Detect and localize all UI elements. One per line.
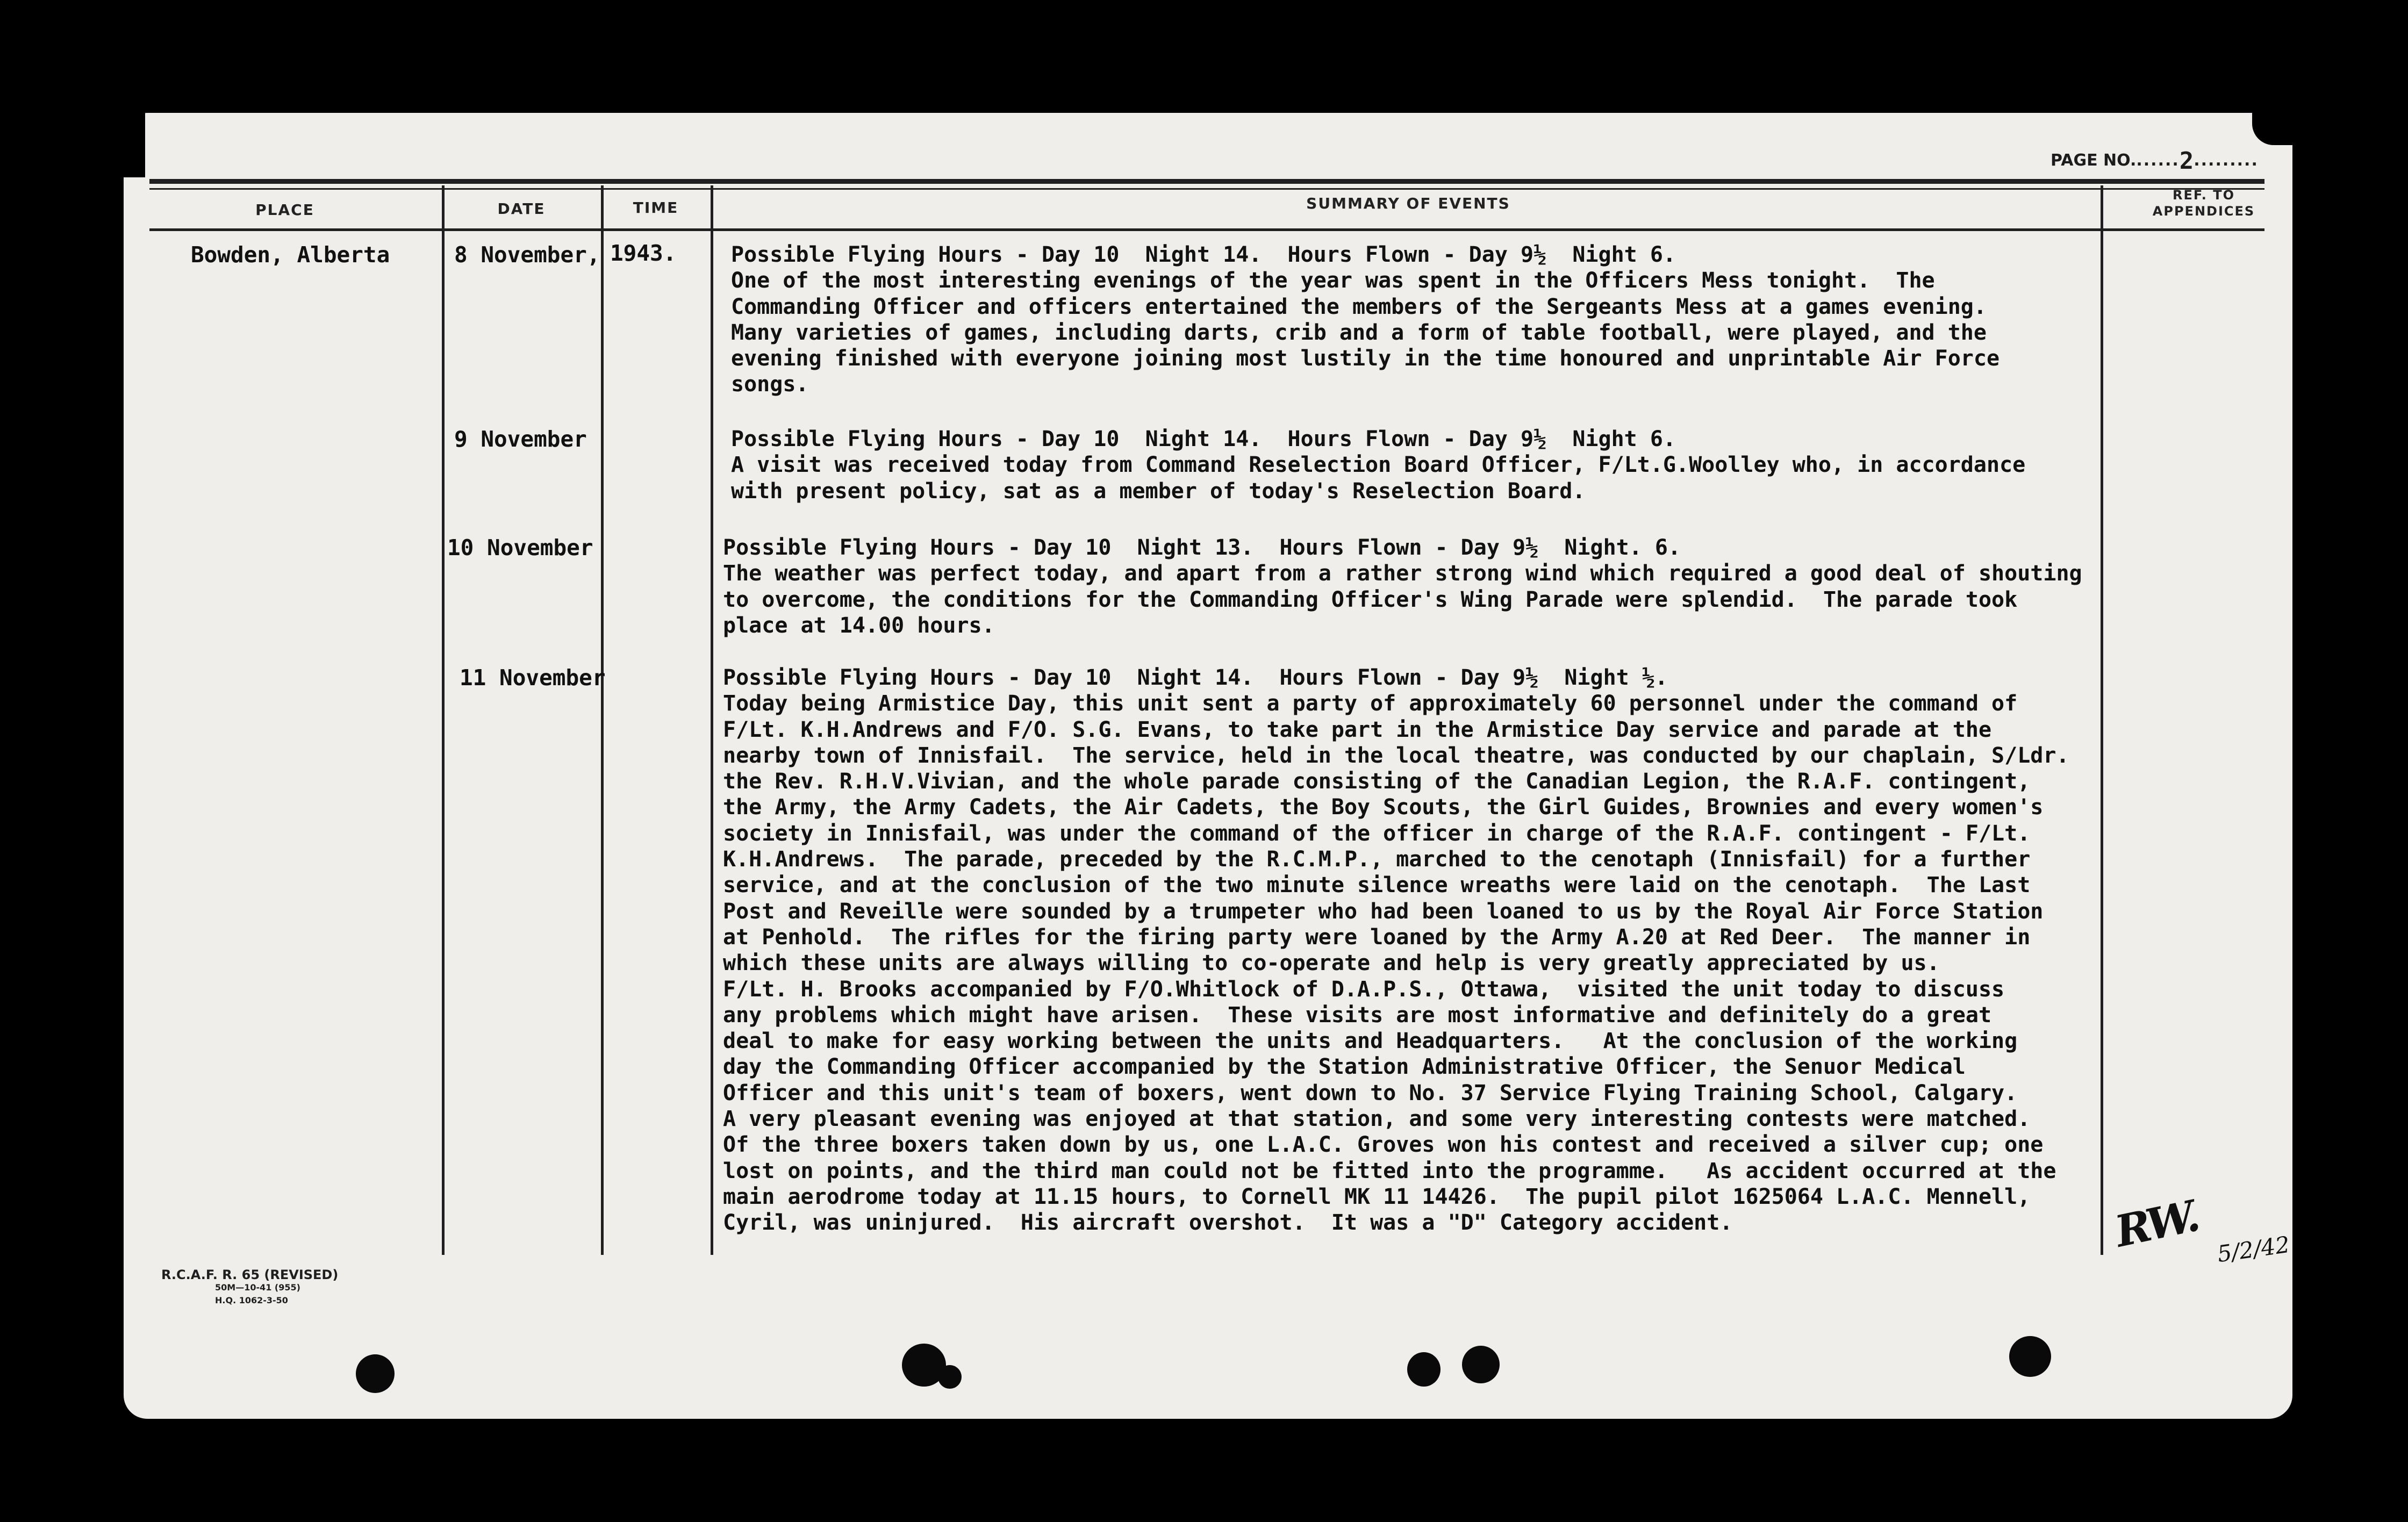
punch-hole — [1462, 1346, 1500, 1383]
summary-line: with present policy, sat as a member of today's Reselection Board. — [731, 478, 1586, 504]
summary-line: the Army, the Army Cadets, the Air Cadets, the Boy Scouts, the Girl Guides, Brownies and every women's — [723, 795, 2044, 820]
time-cell: 1943. — [610, 240, 677, 266]
header-top-rule-thick — [149, 179, 2264, 184]
summary-line: day the Commanding Officer accompanied by the Station Administrative Officer, the Senuor Medical — [723, 1054, 1966, 1080]
date-cell: 10 November — [447, 535, 593, 561]
divider-date-time — [601, 185, 604, 1255]
summary-line: F/Lt. H. Brooks accompanied by F/O.Whitlock of D.A.P.S., Ottawa, visited the unit today to discuss — [723, 977, 2005, 1002]
summary-line: A visit was received today from Command Reselection Board Officer, F/Lt.G.Woolley who, in accordance — [731, 453, 2026, 478]
summary-line: lost on points, and the third man could not be fitted into the programme. As accident occurred at the — [723, 1158, 2056, 1183]
column-header-place: PLACE — [255, 201, 314, 219]
date-cell: 8 November, — [454, 242, 600, 268]
page-number-label: PAGE NO. — [2051, 151, 2137, 170]
punch-hole — [2009, 1336, 2051, 1377]
header-bottom-rule — [149, 228, 2264, 231]
date-cell: 11 November — [460, 665, 606, 691]
summary-line: Possible Flying Hours - Day 10 Night 14. Hours Flown - Day 9½ Night 6. — [731, 242, 1676, 267]
summary-line: the Rev. R.H.V.Vivian, and the whole parade consisting of the Canadian Legion, the R.A.F. contingent, — [723, 769, 2031, 794]
summary-line: service, and at the conclusion of the two minute silence wreaths were laid on the cenotaph. The Last — [723, 873, 2031, 898]
summary-line: main aerodrome today at 11.15 hours, to Cornell MK 11 14426. The pupil pilot 1625064 L.A.C. Mennell, — [723, 1184, 2031, 1209]
punch-hole — [356, 1354, 395, 1393]
summary-line: Today being Armistice Day, this unit sent a party of approximately 60 personnel under the command of — [723, 691, 2018, 716]
summary-line: A very pleasant evening was enjoyed at that station, and some very interesting contests were matched. — [723, 1107, 2031, 1132]
header-top-rule-thin — [149, 188, 2264, 190]
summary-line: Possible Flying Hours - Day 10 Night 14. Hours Flown - Day 9½ Night 6. — [731, 427, 1676, 451]
summary-line: Possible Flying Hours - Day 10 Night 14. Hours Flown - Day 9½ Night ½. — [723, 665, 1668, 690]
divider-time-summary — [711, 185, 713, 1255]
summary-line: society in Innisfail, was under the command of the officer in charge of the R.A.F. contingent - F/Lt. — [723, 821, 2031, 846]
summary-line: deal to make for easy working between the units and Headquarters. At the conclusion of the working — [723, 1029, 2018, 1054]
place-cell: Bowden, Alberta — [191, 242, 390, 268]
form-number-line: 50M—10-41 (955) — [215, 1282, 300, 1293]
summary-line: F/Lt. K.H.Andrews and F/O. S.G. Evans, to take part in the Armistice Day service and parade at the — [723, 717, 1992, 742]
summary-line: Cyril, was uninjured. His aircraft overshot. It was a "D" Category accident. — [723, 1210, 1733, 1236]
punch-hole — [938, 1365, 962, 1389]
summary-line: to overcome, the conditions for the Commanding Officer's Wing Parade were splendid. The parade took — [723, 587, 2018, 612]
handwritten-date: 5/2/42 — [2216, 1231, 2291, 1268]
summary-line: evening finished with everyone joining most lustily in the time honoured and unprintable Air Force — [731, 346, 2000, 371]
date-cell: 9 November — [454, 426, 587, 452]
column-header-ref-line: REF. TO — [2173, 188, 2235, 203]
summary-line: Officer and this unit's team of boxers, went down to No. 37 Service Flying Training School, Calgary. — [723, 1080, 2018, 1105]
column-header-date: DATE — [497, 200, 546, 218]
summary-entry — [731, 242, 2126, 398]
summary-entry — [723, 665, 2118, 1236]
summary-line: place at 14.00 hours. — [723, 613, 995, 638]
summary-line: K.H.Andrews. The parade, preceded by the R.C.M.P., marched to the cenotaph (Innisfail) for a further — [723, 847, 2031, 872]
summary-line: at Penhold. The rifles for the firing party were loaned by the Army A.20 at Red Deer. The manner in — [723, 924, 2031, 950]
form-number-line: H.Q. 1062-3-50 — [215, 1295, 288, 1305]
summary-line: songs. — [731, 372, 809, 397]
summary-line: Possible Flying Hours - Day 10 Night 13. Hours Flown - Day 9½ Night. 6. — [723, 535, 1681, 560]
handwritten-initials: RW. — [2110, 1190, 2202, 1257]
column-header-time: TIME — [633, 199, 679, 217]
summary-line: which these units are always willing to co-operate and help is very greatly appreciated by us. — [723, 951, 1940, 976]
summary-line: One of the most interesting evenings of the year was spent in the Officers Mess tonight. The — [731, 268, 1935, 293]
summary-entry — [723, 535, 2118, 638]
column-header-summary: SUMMARY OF EVENTS — [1306, 195, 1510, 212]
column-header-ref-line: APPENDICES — [2152, 204, 2255, 219]
page-number: PAGE NO.......2......... — [2051, 147, 2259, 175]
form-number — [161, 1268, 338, 1307]
summary-line: Post and Reveille were sounded by a trumpeter who had been loaned to us by the Royal Air Force Station — [723, 899, 2044, 924]
form-number-line: R.C.A.F. R. 65 (REVISED) — [161, 1267, 339, 1282]
summary-line: Many varieties of games, including darts, crib and a form of table football, were played, and the — [731, 320, 1987, 345]
summary-line: nearby town of Innisfail. The service, held in the local theatre, was conducted by our chaplain, S/Ldr. — [723, 743, 2069, 768]
column-header-ref — [2128, 187, 2279, 219]
summary-line: The weather was perfect today, and apart from a rather strong wind which required a good deal of shouting — [723, 561, 2082, 586]
divider-place-date — [442, 185, 445, 1255]
page-number-value: 2 — [2179, 147, 2194, 175]
summary-line: Of the three boxers taken down by us, one L.A.C. Groves won his contest and received a silver cup; one — [723, 1132, 2044, 1158]
summary-entry — [731, 426, 2126, 504]
page-edge-shadow — [124, 113, 145, 177]
punch-hole — [1407, 1352, 1440, 1387]
summary-line: any problems which might have arisen. These visits are most informative and definitely do a great — [723, 1002, 1992, 1028]
summary-line: Commanding Officer and officers entertained the members of the Sergeants Mess at a games evening. — [731, 294, 1987, 319]
